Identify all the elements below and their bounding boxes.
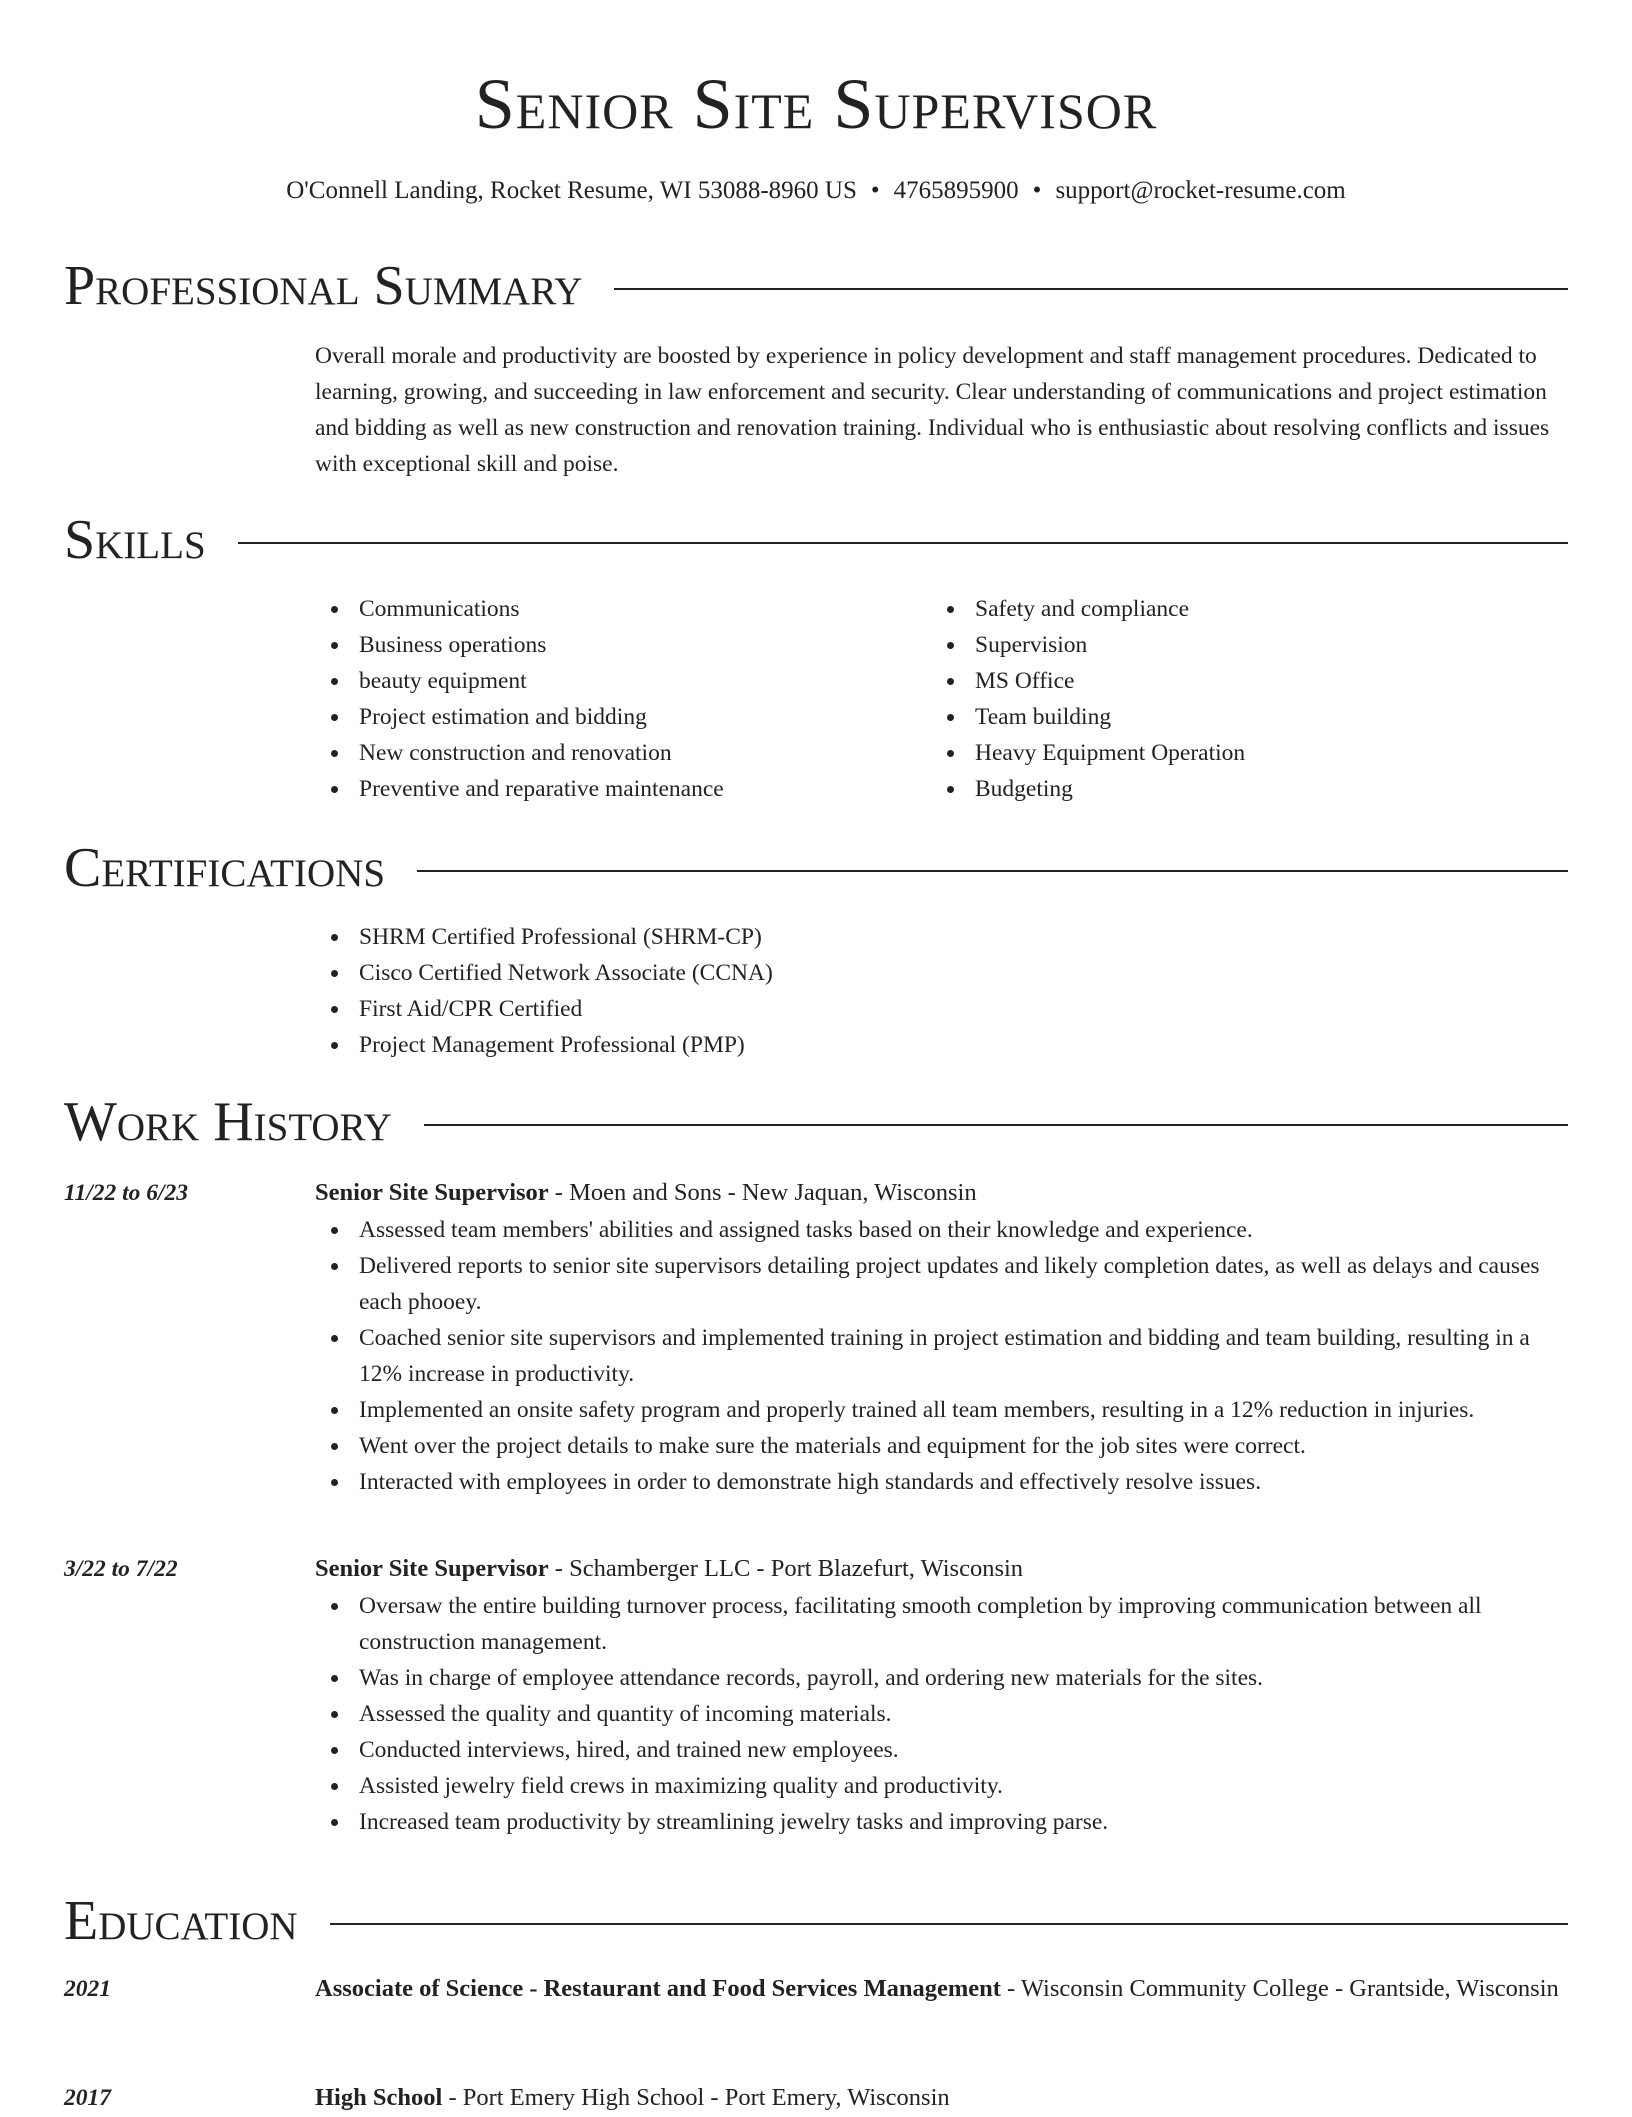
summary-text: Overall morale and productivity are boosted by experience in policy development and staff management procedures. Dedicated to learning, growing, and succeeding in law enforcement and security. Clear understanding of communications and project estimation and bidding as well as new construction and renovation training. Individual who is enthusiastic about resolving conflicts and issues with exceptional skill and poise. (315, 343, 1550, 477)
skills-list-right (931, 591, 1547, 807)
section-divider (330, 1923, 1568, 1925)
job-duty: Assessed the quality and quantity of incoming materials. (315, 1696, 1568, 1732)
education-entry (315, 1970, 1568, 2008)
work-history-heading-title: Work History (64, 1091, 392, 1153)
job-duties-list (315, 1588, 1568, 1840)
job-entry (315, 1174, 1568, 1500)
job-employer-location: - Schamberger LLC - Port Blazefurt, Wisconsin (548, 1555, 1024, 1582)
skill-item: Team building (931, 699, 1547, 735)
summary-heading-title: Professional Summary (64, 255, 583, 317)
job-duty: Implemented an onsite safety program and properly trained all team members, resulting in a 12% reduction in injuries. (315, 1392, 1568, 1428)
skills-heading-title: Skills (64, 509, 206, 571)
summary-heading (64, 254, 1568, 318)
contact-line (0, 175, 1632, 207)
education-degree: High School (315, 2084, 443, 2111)
skill-item: Budgeting (931, 771, 1547, 807)
contact-email: support@rocket-resume.com (1055, 177, 1346, 204)
certification-item: Project Management Professional (PMP) (315, 1027, 1568, 1063)
skill-item: New construction and renovation (315, 735, 931, 771)
job-entry (315, 1550, 1568, 1840)
job-duty: Was in charge of employee attendance records, payroll, and ordering new materials for the sites. (315, 1660, 1568, 1696)
summary-block (315, 338, 1568, 482)
job-duty: Interacted with employees in order to demonstrate high standards and effectively resolve issues. (315, 1464, 1568, 1500)
contact-separator: • (870, 177, 880, 204)
education-school-location: - Wisconsin Community College - Grantside, Wisconsin (1000, 1975, 1559, 2002)
skill-item: Supervision (931, 627, 1547, 663)
education-heading-title: Education (64, 1890, 298, 1952)
section-divider (417, 870, 1568, 872)
resume-name: Senior Site Supervisor (474, 64, 1158, 144)
education-header (315, 1970, 1568, 2008)
job-duties-list (315, 1212, 1568, 1500)
education-heading (64, 1889, 1568, 1953)
section-divider (424, 1124, 1568, 1126)
job-title: Senior Site Supervisor (315, 1555, 549, 1582)
work-history-heading (64, 1090, 1568, 1154)
job-duty: Oversaw the entire building turnover process, facilitating smooth completion by improving communication between all construction management. (315, 1588, 1568, 1660)
skill-item: Communications (315, 591, 931, 627)
skill-item: Business operations (315, 627, 931, 663)
section-divider (238, 542, 1568, 544)
job-header (315, 1550, 1568, 1588)
skill-item: MS Office (931, 663, 1547, 699)
certifications-heading-title: Certifications (64, 837, 386, 899)
job-title: Senior Site Supervisor (315, 1179, 549, 1206)
job-duty: Went over the project details to make sure the materials and equipment for the job sites were correct. (315, 1428, 1568, 1464)
job-duty: Increased team productivity by streamlining jewelry tasks and improving parse. (315, 1804, 1568, 1840)
skill-item: Project estimation and bidding (315, 699, 931, 735)
education-school-location: - Port Emery High School - Port Emery, Wisconsin (442, 2084, 950, 2111)
job-duty: Conducted interviews, hired, and trained new employees. (315, 1732, 1568, 1768)
education-degree: Associate of Science - Restaurant and Food Services Management (315, 1975, 1001, 2002)
education-entry (315, 2079, 1568, 2117)
contact-phone: 4765895900 (893, 177, 1019, 204)
skill-item: Safety and compliance (931, 591, 1547, 627)
certification-item: Cisco Certified Network Associate (CCNA) (315, 955, 1568, 991)
skills-heading (64, 508, 1568, 572)
certification-item: First Aid/CPR Certified (315, 991, 1568, 1027)
skill-item: Preventive and reparative maintenance (315, 771, 931, 807)
certifications-list (315, 919, 1568, 1063)
job-dates: 3/22 to 7/22 (64, 1556, 178, 1582)
job-duty: Coached senior site supervisors and implemented training in project estimation and bidding and team building, resulting in a 12% increase in productivity. (315, 1320, 1568, 1392)
contact-address: O'Connell Landing, Rocket Resume, WI 53088-8960 US (286, 177, 857, 204)
education-year: 2017 (64, 2085, 111, 2111)
job-duty: Assessed team members' abilities and assigned tasks based on their knowledge and experience. (315, 1212, 1568, 1248)
job-dates: 11/22 to 6/23 (64, 1180, 189, 1206)
job-employer-location: - Moen and Sons - New Jaquan, Wisconsin (548, 1179, 977, 1206)
skills-list-left (315, 591, 931, 807)
education-header (315, 2079, 1568, 2117)
job-duty: Delivered reports to senior site supervisors detailing project updates and likely completion dates, as well as delays and causes each phooey. (315, 1248, 1568, 1320)
certification-item: SHRM Certified Professional (SHRM-CP) (315, 919, 1568, 955)
certifications-block (315, 919, 1568, 1063)
skill-item: beauty equipment (315, 663, 931, 699)
skill-item: Heavy Equipment Operation (931, 735, 1547, 771)
skills-block (315, 591, 1568, 807)
job-header (315, 1174, 1568, 1212)
section-divider (614, 288, 1568, 290)
job-duty: Assisted jewelry field crews in maximizing quality and productivity. (315, 1768, 1568, 1804)
certifications-heading (64, 836, 1568, 900)
education-year: 2021 (64, 1976, 111, 2002)
contact-separator: • (1032, 177, 1042, 204)
